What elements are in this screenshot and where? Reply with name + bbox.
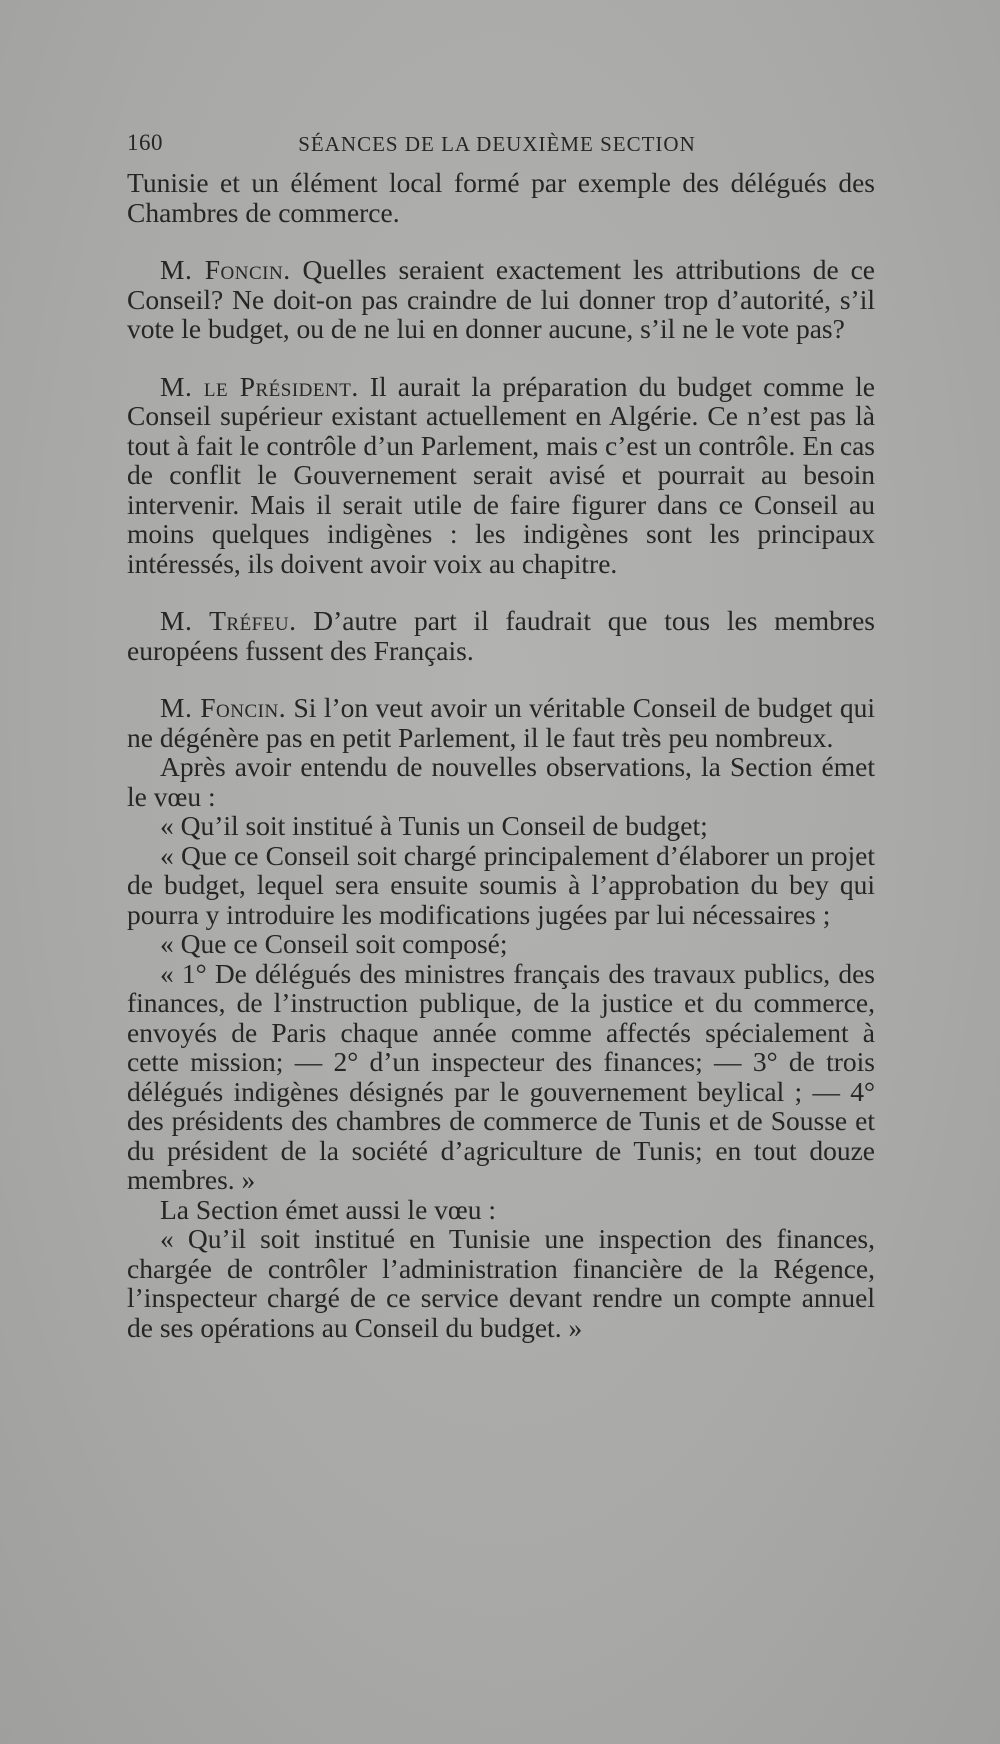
paragraph-text: Quelles seraient exactement les attributions de ce Conseil? Ne doit-on pas craindre de lui donner trop d’autorité, s’il vote le budget, ou de ne lui en donner aucune, s’il ne le vote pas? bbox=[127, 254, 875, 344]
paragraph-text: Il aurait la préparation du budget comme le Conseil supérieur existant actuellement en Algérie. Ce n’est pas là tout à fait le contrôle d’un Parlement, mais c’est un contrôle. En cas de conflit le Gouvernement serait avisé et pourrait au besoin intervenir. Mais il serait utile de faire figurer dans ce Conseil au moins quelques indigènes : les indigènes sont les principaux intéressés, ils doivent avoir voix au chapitre. bbox=[127, 370, 876, 579]
paragraph-text: Tunisie et un élément local formé par exemple des délégués des Chambres de commerce. bbox=[127, 167, 875, 228]
speaker-name: M. le Président. bbox=[160, 370, 359, 402]
page-header bbox=[127, 130, 867, 164]
paragraph-text: « Qu’il soit institué à Tunis un Conseil de budget; bbox=[160, 810, 708, 841]
paragraph-text: D’autre part il faudrait que tous les membres européens fussent des Français. bbox=[127, 605, 875, 666]
paragraph bbox=[127, 606, 875, 665]
paragraph bbox=[127, 841, 875, 930]
paragraph bbox=[127, 959, 875, 1195]
paragraph-text: La Section émet aussi le vœu : bbox=[160, 1193, 497, 1225]
paragraph bbox=[127, 168, 875, 227]
paragraph bbox=[127, 693, 875, 752]
paragraph bbox=[127, 811, 875, 841]
paragraph bbox=[127, 372, 875, 579]
speaker-name: M. Tréfeu. bbox=[160, 605, 297, 636]
body-text bbox=[127, 168, 875, 1342]
speaker-name: M. Foncin. bbox=[160, 692, 287, 723]
paragraph-text: « Qu’il soit institué en Tunisie une inspection des finances, chargée de contrôler l’administration financière de la Régence, l’inspecteur chargé de ce service devant rendre un compte annuel de ses opérations au Conseil du budget. » bbox=[127, 1223, 875, 1343]
page-number: 160 bbox=[127, 130, 163, 155]
paragraph-text: « Que ce Conseil soit composé; bbox=[160, 928, 508, 959]
paragraph bbox=[127, 752, 875, 811]
speaker-name: M. Foncin. bbox=[160, 254, 291, 285]
paragraph bbox=[127, 1195, 875, 1225]
paragraph bbox=[127, 1224, 875, 1342]
paragraph-text: « Que ce Conseil soit chargé principalement d’élaborer un projet de budget, lequel sera ensuite soumis à l’approbation du bey qui pourra y introduire les modifications jugées par lui nécessaires ; bbox=[127, 839, 875, 930]
paragraph bbox=[127, 255, 875, 344]
paragraph bbox=[127, 929, 875, 959]
paragraph-text: Après avoir entendu de nouvelles observations, la Section émet le vœu : bbox=[127, 751, 875, 812]
paragraph-text: « 1° De délégués des ministres français des travaux publics, des finances, de l’instruction publique, de la justice et du commerce, envoyés de Paris chaque année comme affectés spécialement à cette mission; — 2° d’un inspecteur des finances; — 3° de trois délégués indigènes désignés par le gouvernement beylical ; — 4° des présidents des chambres de commerce de Tunis et de Sousse et du président de la société d’agriculture de Tunis; en tout douze membres. » bbox=[127, 957, 875, 1195]
running-head: SÉANCES DE LA DEUXIÈME SECTION bbox=[298, 132, 696, 156]
paragraph-text: Si l’on veut avoir un véritable Conseil de budget qui ne dégénère pas en petit Parlement, il le faut très peu nombreux. bbox=[127, 692, 875, 753]
